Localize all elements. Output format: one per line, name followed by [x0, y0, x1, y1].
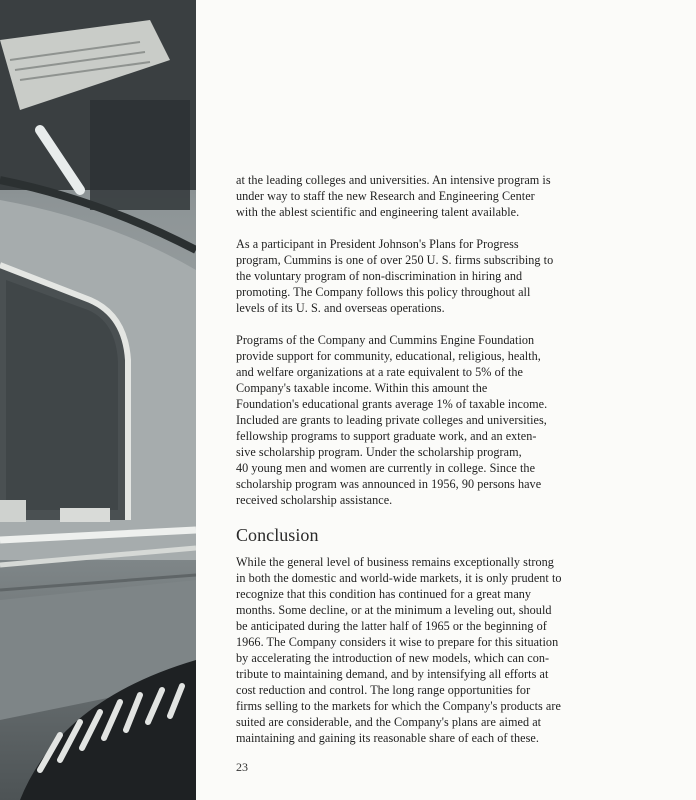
text-line: levels of its U. S. and overseas operations. [236, 301, 445, 315]
page-number: 23 [236, 760, 248, 774]
paragraph-conclusion [236, 554, 576, 746]
conclusion-heading: Conclusion [236, 525, 319, 545]
text-line: be anticipated during the latter half of 1965 or the beginning of [236, 619, 547, 633]
paragraph-plans-for-progress [236, 236, 576, 316]
text-line: promoting. The Company follows this policy throughout all [236, 285, 531, 299]
text-line: the voluntary program of non-discrimination in hiring and [236, 269, 523, 283]
text-line: at the leading colleges and universities. An intensive program is [236, 173, 551, 187]
text-line: sive scholarship program. Under the scholarship program, [236, 445, 522, 459]
text-column [236, 172, 576, 762]
text-line: While the general level of business remains exceptionally strong [236, 555, 554, 569]
paragraph-research-center [236, 172, 576, 220]
text-line: firms selling to the markets for which the Company's products are [236, 699, 561, 713]
text-line: As a participant in President Johnson's Plans for Progress [236, 237, 519, 251]
text-line: cost reduction and control. The long range opportunities for [236, 683, 531, 697]
text-line: tribute to maintaining demand, and by intensifying all efforts at [236, 667, 549, 681]
text-line: received scholarship assistance. [236, 493, 393, 507]
text-line: and welfare organizations at a rate equivalent to 5% of the [236, 365, 523, 379]
text-line: fellowship programs to support graduate work, and an exten- [236, 429, 537, 443]
truck-photo [0, 0, 196, 800]
text-line: provide support for community, educational, religious, health, [236, 349, 541, 363]
text-line: suited are considerable, and the Company's plans are aimed at [236, 715, 542, 729]
text-line: recognize that this condition has continued for a great many [236, 587, 532, 601]
text-line: Included are grants to leading private colleges and universities, [236, 413, 547, 427]
text-line: Programs of the Company and Cummins Engine Foundation [236, 333, 535, 347]
text-line: Foundation's educational grants average 1% of taxable income. [236, 397, 548, 411]
paragraph-foundation-programs [236, 332, 576, 508]
text-line: under way to staff the new Research and Engineering Center [236, 189, 535, 203]
text-line: Company's taxable income. Within this amount the [236, 381, 488, 395]
text-line: scholarship program was announced in 1956, 90 persons have [236, 477, 542, 491]
text-line: program, Cummins is one of over 250 U. S. firms subscribing to [236, 253, 554, 267]
text-line: with the ablest scientific and engineering talent available. [236, 205, 520, 219]
truck-photo-illustration [0, 0, 196, 800]
text-line: maintaining and gaining its reasonable share of each of these. [236, 731, 539, 745]
text-line: by accelerating the introduction of new models, which can con- [236, 651, 550, 665]
text-line: months. Some decline, or at the minimum a leveling out, should [236, 603, 552, 617]
text-line: 40 young men and women are currently in college. Since the [236, 461, 536, 475]
text-line: in both the domestic and world-wide markets, it is only prudent to [236, 571, 562, 585]
text-line: 1966. The Company considers it wise to prepare for this situation [236, 635, 559, 649]
